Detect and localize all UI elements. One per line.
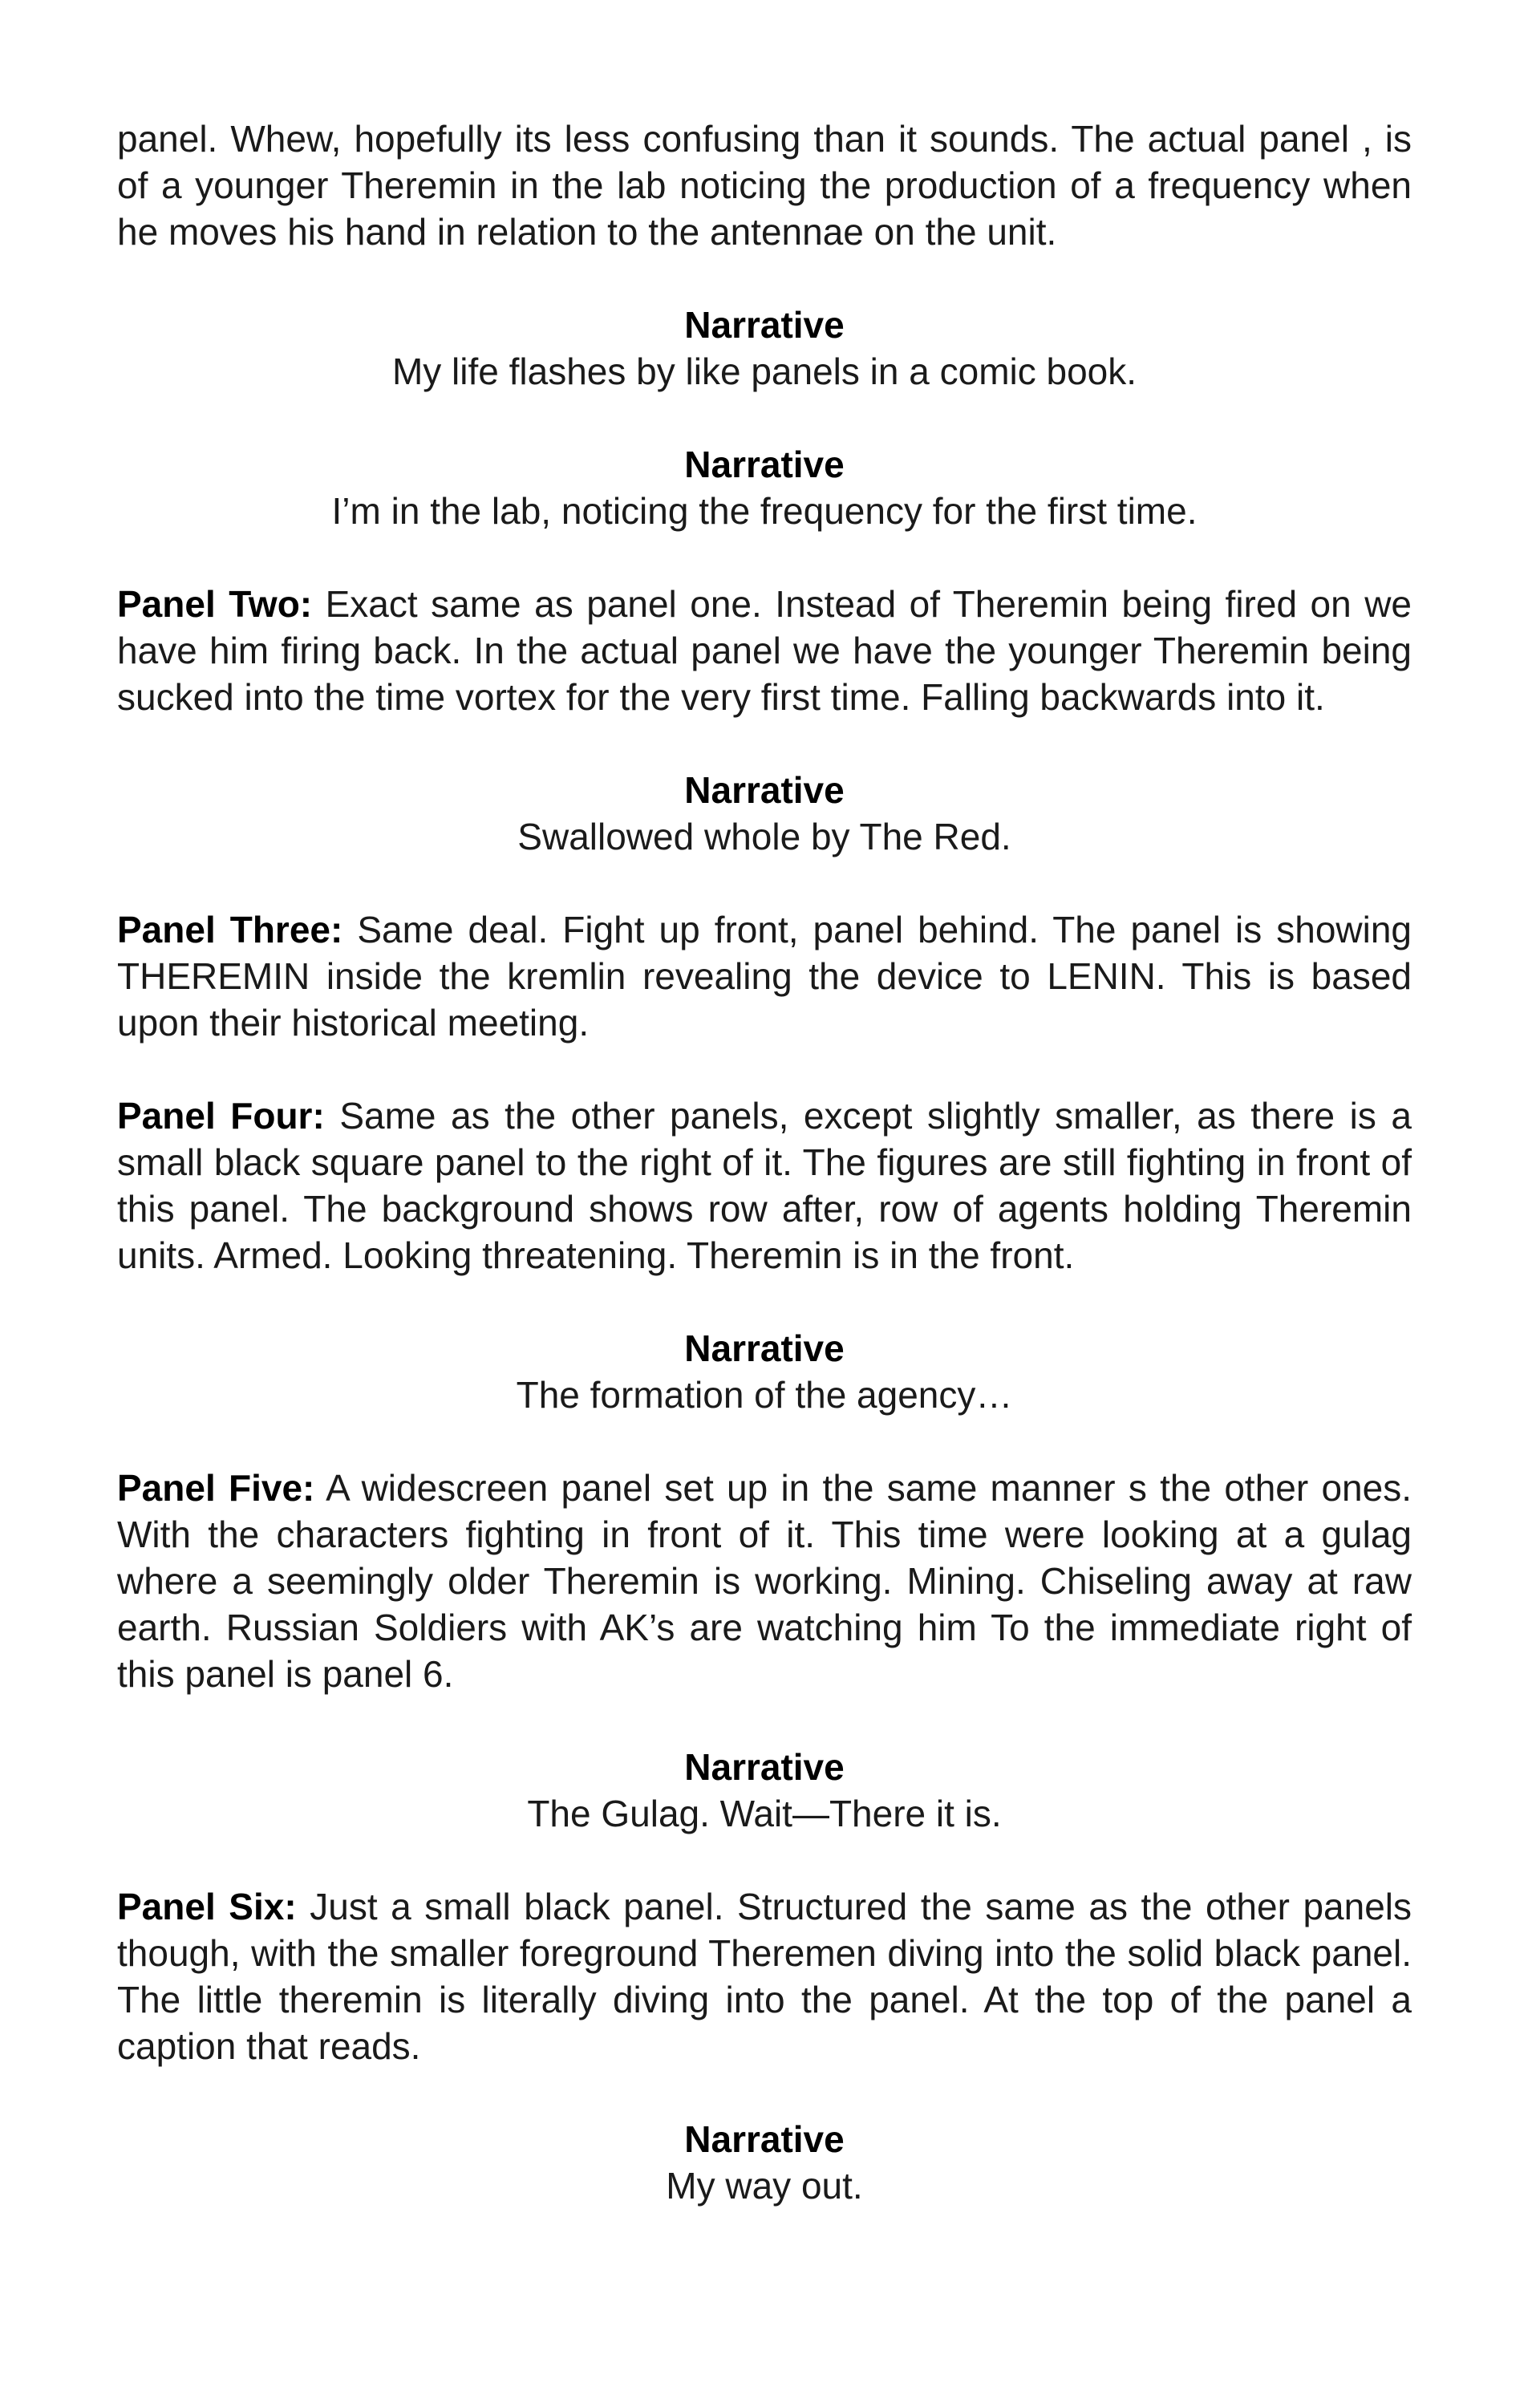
narrative-heading: Narrative bbox=[684, 769, 845, 811]
script-page bbox=[117, 116, 1412, 2255]
panel-text: Same deal. Fight up front, panel behind. The panel is showing THEREMIN inside the kremlin revealing the device to LENIN. This is based upon their historical meeting. bbox=[117, 909, 1412, 1044]
narrative-block bbox=[117, 1325, 1412, 1418]
paragraph-continuation bbox=[117, 116, 1412, 255]
narrative-line: I’m in the lab, noticing the frequency for the first time. bbox=[331, 490, 1198, 532]
panel-label: Panel Three: bbox=[117, 909, 343, 950]
paragraph-text: panel. Whew, hopefully its less confusing than it sounds. The actual panel , is of a younger Theremin in the lab noticing the production of a frequency when he moves his hand in relation to the antennae on the unit. bbox=[117, 118, 1412, 253]
narrative-block bbox=[117, 1744, 1412, 1837]
panel-five-description bbox=[117, 1465, 1412, 1697]
panel-label: Panel Two: bbox=[117, 583, 313, 625]
panel-four-description bbox=[117, 1092, 1412, 1279]
panel-text: A widescreen panel set up in the same manner s the other ones. With the characters fighting in front of it. This time were looking at a gulag where a seemingly older Theremin is working. Mining. Chiseling away at raw earth. Russian Soldiers with AK’s are watching him To the immediate right of this panel is panel 6. bbox=[117, 1467, 1412, 1695]
panel-label: Panel Four: bbox=[117, 1095, 325, 1137]
narrative-heading: Narrative bbox=[684, 304, 845, 346]
narrative-heading: Narrative bbox=[684, 2118, 845, 2160]
narrative-line: The Gulag. Wait—There it is. bbox=[527, 1793, 1002, 1834]
narrative-line: Swallowed whole by The Red. bbox=[517, 816, 1011, 857]
panel-text: Exact same as panel one. Instead of Theremin being fired on we have him firing back. In the actual panel we have the younger Theremin being sucked into the time vortex for the very first time. Falling backwards into it. bbox=[117, 583, 1412, 718]
narrative-block bbox=[117, 767, 1412, 860]
narrative-line: My life flashes by like panels in a comic book. bbox=[391, 351, 1137, 392]
narrative-block bbox=[117, 2116, 1412, 2209]
panel-label: Panel Six: bbox=[117, 1886, 297, 1927]
panel-three-description bbox=[117, 906, 1412, 1046]
narrative-heading: Narrative bbox=[684, 1746, 845, 1788]
narrative-line: The formation of the agency… bbox=[516, 1374, 1013, 1416]
narrative-line: My way out. bbox=[666, 2165, 863, 2207]
narrative-heading: Narrative bbox=[684, 444, 845, 485]
narrative-block bbox=[117, 441, 1412, 534]
panel-two-description bbox=[117, 581, 1412, 720]
narrative-block bbox=[117, 302, 1412, 395]
panel-label: Panel Five: bbox=[117, 1467, 315, 1509]
narrative-heading: Narrative bbox=[684, 1327, 845, 1369]
panel-text: Same as the other panels, except slightly smaller, as there is a small black square panel to the right of it. The figures are still fighting in front of this panel. The background shows row after, row of agents holding Theremin units. Armed. Looking threatening. Theremin is in the front. bbox=[117, 1095, 1412, 1276]
panel-text: Just a small black panel. Structured the same as the other panels though, with the smaller foreground Theremen diving into the solid black panel. The little theremin is literally diving into the panel. At the top of the panel a caption that reads. bbox=[117, 1886, 1412, 2067]
panel-six-description bbox=[117, 1883, 1412, 2069]
